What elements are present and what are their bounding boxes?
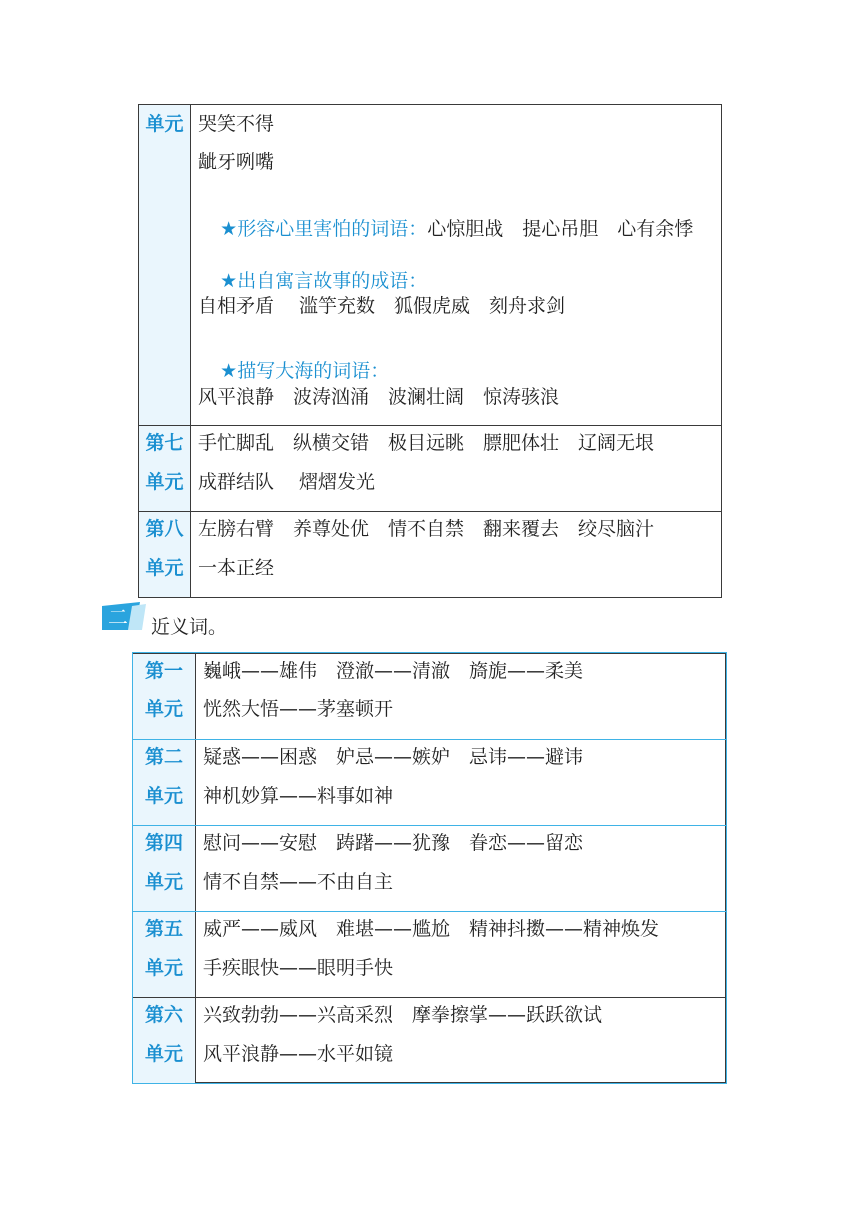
star-icon: ★ [220,270,238,292]
table-synonyms [132,652,727,1084]
row-divider [139,425,721,426]
row-divider [133,997,726,998]
badge-shape [102,602,146,630]
synonym-line: 风平浪静——水平如镜 [203,1043,394,1065]
unit-label-bottom: 单元 [144,1043,183,1065]
group-heading: ★形容心里害怕的词语：心惊胆战 提心吊胆 心有余悸 [220,218,694,240]
star-icon: ★ [220,218,238,240]
synonym-line: 神机妙算——料事如神 [203,785,394,807]
synonym-line: 手疾眼快——眼明手快 [203,957,394,979]
word-line: 哭笑不得 [198,113,275,135]
row-divider [139,511,721,512]
word-line: 龇牙咧嘴 [198,151,275,173]
unit-label-bottom: 单元 [144,871,183,893]
word-line: 手忙脚乱 纵横交错 极目远眺 膘肥体壮 辽阔无垠 [198,432,655,454]
section-title: 近义词。 [151,616,228,638]
group-heading: ★描写大海的词语： [220,360,390,382]
unit-label-bottom: 单元 [144,698,183,720]
section-number-badge [102,602,146,630]
synonym-line: 威严——威风 难堪——尴尬 精神抖擞——精神焕发 [203,918,660,940]
row-divider [133,911,726,912]
group-words: 自相矛盾 滥竽充数 狐假虎威 刻舟求剑 [198,295,566,317]
synonym-line: 恍然大悟——茅塞顿开 [203,698,394,720]
word-line: 成群结队 熠熠发光 [198,471,376,493]
synonym-line: 疑惑——困惑 妒忌——嫉妒 忌讳——避讳 [203,746,584,768]
unit-label-bottom: 单元 [144,785,183,807]
synonym-line: 慰问——安慰 踌躇——犹豫 眷恋——留恋 [203,832,584,854]
group-words: 风平浪静 波涛汹涌 波澜壮阔 惊涛骇浪 [198,386,560,408]
unit-label-top: 第八 [145,518,184,540]
synonym-line: 兴致勃勃——兴高采烈 摩拳擦掌——跃跃欲试 [203,1004,603,1026]
group-words: 心惊胆战 提心吊胆 心有余悸 [427,218,694,240]
unit-label-top: 第七 [145,432,184,454]
word-line: 一本正经 [198,557,275,579]
unit-label-bottom: 单元 [145,557,184,579]
unit-label-top: 第六 [144,1004,183,1026]
unit-label-top: 第五 [144,918,183,940]
badge-number: 二 [108,605,128,629]
unit-label-bottom: 单元 [145,113,184,135]
group-heading: ★出自寓言故事的成语： [220,270,428,292]
row-divider [133,825,726,826]
synonym-line: 巍峨——雄伟 澄澈——清澈 旖旎——柔美 [203,660,584,682]
word-line: 左膀右臂 养尊处优 情不自禁 翻来覆去 绞尽脑汁 [198,518,655,540]
unit-label-top: 第四 [144,832,183,854]
synonym-line: 情不自禁——不由自主 [203,871,394,893]
unit-label-top: 第二 [144,746,183,768]
table-antonyms-continued [138,104,722,598]
unit-label-bottom: 单元 [144,957,183,979]
row-divider [133,739,726,740]
unit-label-top: 第一 [144,660,183,682]
unit-label-bottom: 单元 [145,471,184,493]
star-icon: ★ [220,360,238,382]
